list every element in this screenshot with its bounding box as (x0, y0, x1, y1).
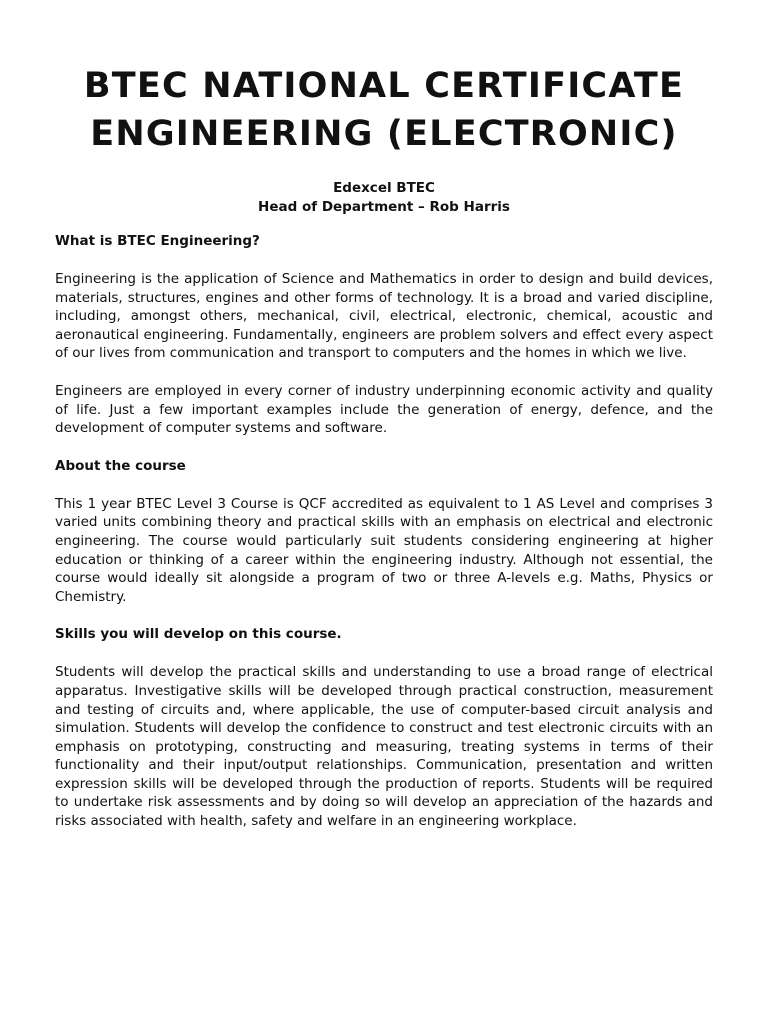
document-page (55, 62, 713, 831)
awarding-body: Edexcel BTEC (333, 180, 435, 196)
paragraph-course-description: This 1 year BTEC Level 3 Course is QCF accredited as equivalent to 1 AS Level and comprises 3 varied units combining theory and practical skills with an emphasis on electrical and electronic engineering. The course would particularly suit students considering engineering at higher education or thinking of a career within the engineering industry. Although not essential, the course would ideally sit alongside a program of two or three A-levels e.g. Maths, Physics or Chemistry. (55, 495, 713, 605)
document-subtitle (55, 179, 713, 217)
paragraph-engineers-employed: Engineers are employed in every corner of industry underpinning economic activity and quality of life. Just a few important examples include the generation of energy, defence, and the development of computer systems and software. (55, 382, 713, 437)
section-heading-about-course: About the course (55, 457, 186, 474)
head-of-department: Head of Department – Rob Harris (258, 199, 510, 215)
document-title (55, 62, 713, 158)
title-line-2: ENGINEERING (ELECTRONIC) (90, 114, 678, 154)
section-heading-skills: Skills you will develop on this course. (55, 626, 342, 643)
paragraph-skills-description: Students will develop the practical skills and understanding to use a broad range of electrical apparatus. Investigative skills will be developed through practical construction, measurement and testing of circuits and, where applicable, the use of computer-based circuit analysis and simulation. Students will develop the confidence to construct and test electronic circuits with an emphasis on prototyping, constructing and measuring, treating systems in terms of their functionality and their input/output relationships. Communication, presentation and written expression skills will be developed through the production of reports. Students will be required to undertake risk assessments and by doing so will develop an appreciation of the hazards and risks associated with health, safety and welfare in an engineering workplace. (55, 664, 713, 830)
section-heading-what-is-btec: What is BTEC Engineering? (55, 233, 260, 249)
title-line-1: BTEC NATIONAL CERTIFICATE (83, 66, 685, 106)
paragraph-engineering-definition: Engineering is the application of Science and Mathematics in order to design and build devices, materials, structures, engines and other forms of technology. It is a broad and varied discipline, including, amongst others, mechanical, civil, electrical, electronic, chemical, acoustic and aeronautical engineering. Fundamentally, engineers are problem solvers and effect every aspect of our lives from communication and transport to computers and the homes in which we live. (55, 271, 713, 362)
